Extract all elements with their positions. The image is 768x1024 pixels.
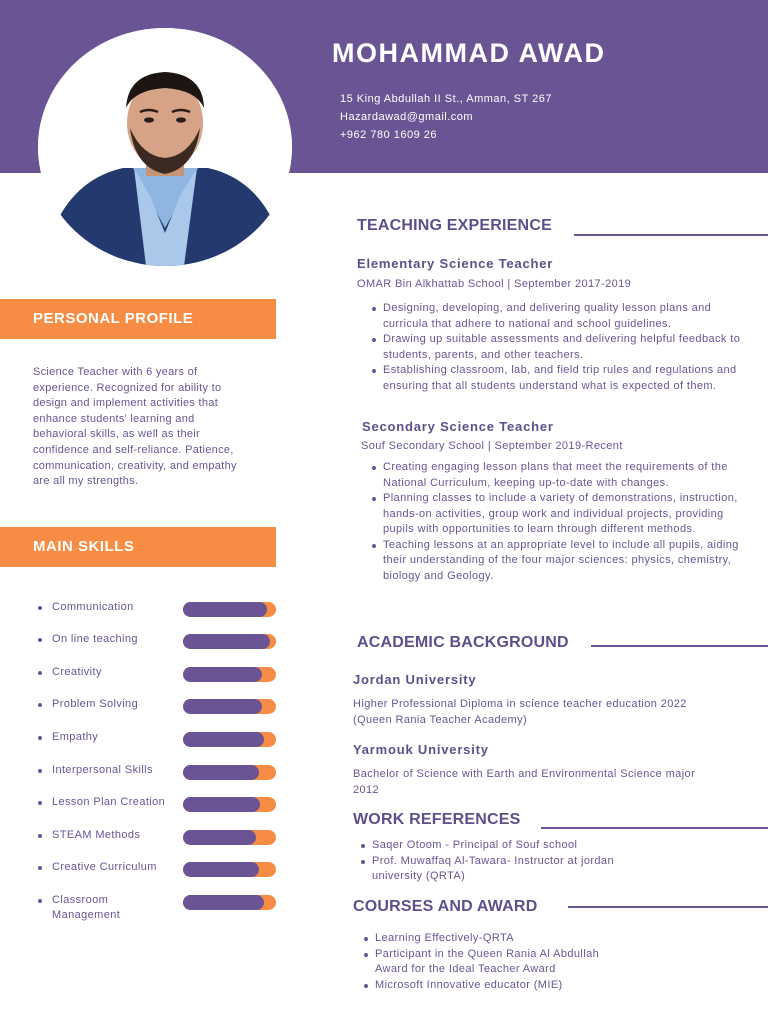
list-item: Drawing up suitable assessments and delivering helpful feedback to students, parents, and other teachers. xyxy=(372,332,747,363)
bullet-icon xyxy=(38,801,42,805)
skill-meter-fill xyxy=(183,797,260,812)
skill-meter-fill xyxy=(183,830,256,845)
skill-label: Creativity xyxy=(52,666,102,678)
list-item: Saqer Otoom - Principal of Souf school xyxy=(361,838,623,854)
skill-label: Problem Solving xyxy=(52,698,139,710)
skill-meter xyxy=(183,830,276,845)
skill-row xyxy=(38,665,278,683)
courses-award-heading: COURSES AND AWARD xyxy=(353,898,538,915)
skill-meter-fill xyxy=(183,699,262,714)
work-references-heading: WORK REFERENCES xyxy=(353,811,521,828)
phone-line: +962 780 1609 26 xyxy=(340,129,438,141)
skill-meter xyxy=(183,732,276,747)
candidate-name: MOHAMMAD AWAD xyxy=(332,38,606,68)
skill-label: Interpersonal Skills xyxy=(52,764,153,776)
skill-meter xyxy=(183,634,276,649)
skill-label: Classroom Management xyxy=(52,894,121,921)
skill-meter xyxy=(183,667,276,682)
skill-meter-fill xyxy=(183,732,264,747)
skill-meter-fill xyxy=(183,602,267,617)
job-meta: Souf Secondary School | September 2019-Recent xyxy=(361,440,623,452)
bullet-icon xyxy=(38,834,42,838)
personal-profile-text: Science Teacher with 6 years of experience. Recognized for ability to design and implement activities that enhance students' learning and behavioral skills, as well as their confidence and self-reliance. Patience, communication, creativity, and empathy are all my strengths. xyxy=(33,366,237,488)
degree-detail: Bachelor of Science with Earth and Environmental Science major 2012 xyxy=(353,768,696,796)
section-divider xyxy=(541,827,768,829)
skill-meter-fill xyxy=(183,667,262,682)
skill-label: Communication xyxy=(52,601,134,613)
main-skills-heading: MAIN SKILLS xyxy=(33,538,135,555)
section-divider xyxy=(574,234,768,236)
references-list xyxy=(361,838,623,885)
skill-row xyxy=(38,600,278,618)
skill-label: Empathy xyxy=(52,731,99,743)
section-divider xyxy=(568,906,768,908)
teaching-experience-heading: TEACHING EXPERIENCE xyxy=(357,217,552,234)
skill-row xyxy=(38,697,278,715)
skill-row xyxy=(38,828,278,846)
list-item: Teaching lessons at an appropriate level to include all pupils, aiding their understanding of the four major sciences: physics, chemistry, biology and Geology. xyxy=(372,538,740,585)
school-name: Jordan University xyxy=(353,672,477,687)
job-title: Secondary Science Teacher xyxy=(362,419,554,434)
profile-photo xyxy=(38,28,292,266)
personal-profile-banner xyxy=(0,299,276,339)
skill-meter xyxy=(183,765,276,780)
bullet-icon xyxy=(38,866,42,870)
skill-meter-fill xyxy=(183,895,264,910)
list-item: Prof. Muwaffaq Al-Tawara- Instructor at jordan university (QRTA) xyxy=(361,854,623,885)
skill-meter-fill xyxy=(183,765,259,780)
bullet-icon xyxy=(38,703,42,707)
list-item: Planning classes to include a variety of demonstrations, instruction, hands-on activities, group work and individual projects, providing pupils with opportunities to learn through different methods. xyxy=(372,491,740,538)
list-item: Microsoft Innovative educator (MIE) xyxy=(364,978,614,994)
job-duties-list xyxy=(372,301,747,394)
skill-row xyxy=(38,730,278,748)
main-skills-banner xyxy=(0,527,276,567)
bullet-icon xyxy=(38,736,42,740)
personal-profile-heading: PERSONAL PROFILE xyxy=(33,310,194,327)
skill-label: Creative Curriculum xyxy=(52,861,157,873)
skill-meter xyxy=(183,862,276,877)
section-divider xyxy=(591,645,768,647)
email-line: Hazardawad@gmail.com xyxy=(340,111,474,123)
list-item: Participant in the Queen Rania Al Abdullah Award for the Ideal Teacher Award xyxy=(364,947,614,978)
courses-list xyxy=(364,931,614,993)
bullet-icon xyxy=(38,671,42,675)
bullet-icon xyxy=(38,606,42,610)
school-name: Yarmouk University xyxy=(353,742,489,757)
job-meta: OMAR Bin Alkhattab School | September 2017-2019 xyxy=(357,278,632,290)
skill-meter xyxy=(183,602,276,617)
skill-row xyxy=(38,893,278,925)
academic-background-heading: ACADEMIC BACKGROUND xyxy=(357,634,569,651)
skill-label: On line teaching xyxy=(52,633,138,645)
skill-meter xyxy=(183,699,276,714)
skill-meter xyxy=(183,895,276,910)
list-item: Designing, developing, and delivering quality lesson plans and curricula that adhere to national and school guidelines. xyxy=(372,301,747,332)
skill-meter xyxy=(183,797,276,812)
list-item: Creating engaging lesson plans that meet the requirements of the National Curriculum, keeping up-to-date with changes. xyxy=(372,460,740,491)
skill-meter-fill xyxy=(183,862,259,877)
job-title: Elementary Science Teacher xyxy=(357,256,554,271)
degree-detail: Higher Professional Diploma in science teacher education 2022 (Queen Rania Teacher Academy) xyxy=(353,698,687,726)
skill-meter-fill xyxy=(183,634,270,649)
bullet-icon xyxy=(38,899,42,903)
skill-label: Lesson Plan Creation xyxy=(52,796,166,808)
skill-row xyxy=(38,860,278,878)
list-item: Learning Effectively-QRTA xyxy=(364,931,614,947)
bullet-icon xyxy=(38,638,42,642)
skill-row xyxy=(38,632,278,650)
skill-label: STEAM Methods xyxy=(52,829,141,841)
bullet-icon xyxy=(38,769,42,773)
skill-row xyxy=(38,795,278,813)
job-duties-list xyxy=(372,460,740,584)
skill-row xyxy=(38,763,278,781)
list-item: Establishing classroom, lab, and field trip rules and regulations and ensuring that all students understand what is expected of them. xyxy=(372,363,747,394)
address-line: 15 King Abdullah II St., Amman, ST 267 xyxy=(340,93,553,105)
